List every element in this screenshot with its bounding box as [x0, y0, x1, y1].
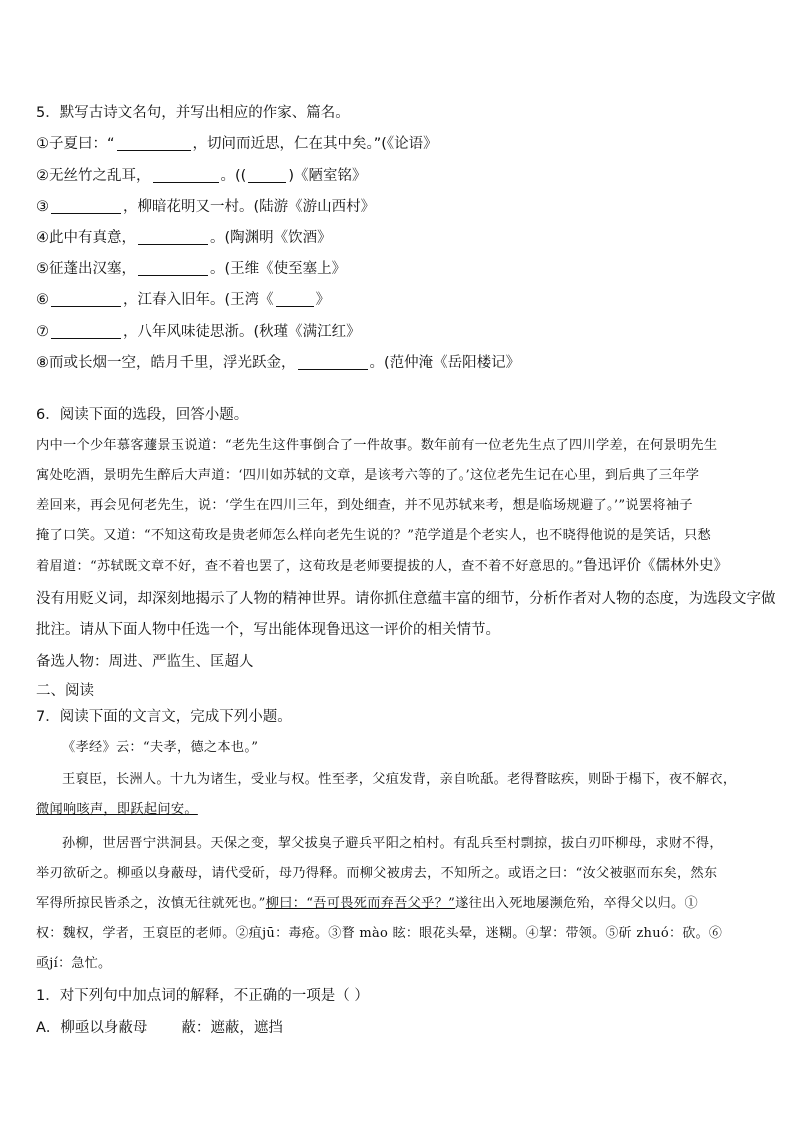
q7-title: 7．阅读下面的文言文，完成下列小题。 — [36, 709, 292, 725]
q7-p2-underlined: 柳曰：“吾可畏死而弃吾父乎？” — [265, 896, 456, 911]
q5-item-6-post: ，江春入旧年。(王湾《 — [123, 292, 274, 308]
q5-title: 5．默写古诗文名句，并写出相应的作家、篇名。 — [36, 105, 350, 121]
q6-title: 6．阅读下面的选段，回答小题。 — [36, 407, 249, 423]
q5-item-5 — [36, 259, 346, 279]
answer-blank[interactable] — [138, 261, 208, 276]
q7-p2-e: 遂往出入死地屡濒危殆，卒得父以归。① — [455, 896, 698, 911]
q5-item-2-tail: )《陋室铭》 — [288, 168, 367, 184]
section-2-heading: 二、阅读 — [36, 683, 94, 699]
q6-passage-line-2: 寓处吃酒，景明先生醉后大声道：‘四川如苏轼的文章，是该考六等的了。’这位老先生记在心里，到后典了三年学 — [36, 468, 700, 483]
q5-item-6 — [36, 290, 330, 310]
q6-passage-last: 着眉道：“苏轼既文章不好，查不着也罢了，这荀玫是老师要提拔的人，查不着不好意思的。” — [36, 559, 583, 574]
q6-passage-line-3: 差回来，再会见何老先生，说：‘学生在四川三年，到处细查，并不见苏轼来考，想是临场规避了。’”说罢将袖子 — [36, 498, 693, 513]
option-a-explanation: 蔽：遮蔽，遮挡 — [181, 1020, 283, 1036]
q5-item-8 — [36, 353, 520, 373]
q7-p2-line-2: 举刃欲斫之。柳亟以身蔽母，请代受斫，母乃得释。而柳父被虏去，不知所之。或语之曰：“汝父被驱而东矣，然东 — [36, 866, 718, 881]
q5-item-6-tail: 》 — [315, 292, 331, 308]
answer-blank[interactable] — [117, 136, 191, 151]
q5-item-5-pre: ⑤征蓬出汉塞， — [36, 261, 136, 277]
q6-question-line-1: 没有用贬义词，却深刻地揭示了人物的精神世界。请你抓住意蕴丰富的细节，分析作者对人物的态度，为选段文字做 — [36, 591, 776, 607]
q6-question-line-2: 批注。请从下面人物中任选一个，写出能体现鲁迅这一评价的相关情节。 — [36, 622, 500, 638]
answer-blank[interactable] — [51, 324, 121, 339]
q7-sub1-question: 1．对下列句中加点词的解释，不正确的一项是（ ） — [36, 988, 369, 1004]
q5-item-3-post: ，柳暗花明又一村。(陆游《游山西村》 — [123, 199, 376, 215]
q7-p2-c: 军得所掠民皆杀之，汝慎无往就死也。” — [36, 896, 266, 911]
q7-option-a[interactable] — [36, 1018, 283, 1038]
q5-item-5-post: 。(王维《使至塞上》 — [210, 261, 347, 277]
q7-p2-line-3 — [36, 894, 698, 914]
answer-blank[interactable] — [248, 168, 286, 183]
q5-item-3-pre: ③ — [36, 199, 49, 215]
q5-item-7-post: ，八年风味徒思浙。(秋瑾《满江红》 — [123, 324, 361, 340]
q7-quote: 《孝经》云：“夫孝，德之本也。” — [62, 740, 259, 755]
q5-item-4-pre: ④此中有真意， — [36, 230, 136, 246]
q6-question-tail: 鲁迅评价《儒林外史》 — [582, 558, 728, 574]
q6-passage-line-4: 掩了口笑。又道：“不知这荀玫是贵老师怎么样向老先生说的？”范学道是个老实人，也不晓得他说的是笑话，只愁 — [36, 528, 711, 543]
q5-item-8-post: 。(范仲淹《岳阳楼记》 — [369, 355, 521, 371]
q5-item-7 — [36, 322, 361, 342]
q5-item-2 — [36, 166, 367, 186]
q7-p2-line-1: 孙柳，世居晋宁洪洞县。天保之变，挈父拔臭子避兵平阳之柏村。有乱兵至村剽掠，拔白刃吓柳母，求财不得， — [62, 836, 723, 851]
answer-blank[interactable] — [276, 292, 314, 307]
q5-item-6-pre: ⑥ — [36, 292, 49, 308]
q5-item-4 — [36, 228, 332, 248]
q7-p1-line-1: 王裒臣，长洲人。十九为诸生，受业与权。性至孝，父疽发背，亲自吮舐。老得瞀眩疾，则卧于榻下，夜不解衣， — [62, 772, 737, 787]
q5-item-2-post: 。(( — [220, 168, 247, 184]
q5-item-8-pre: ⑧而或长烟一空，皓月千里，浮光跃金， — [36, 355, 296, 371]
q6-candidates: 备选人物：周进、严监生、匡超人 — [36, 654, 254, 670]
answer-blank[interactable] — [51, 292, 121, 307]
answer-blank[interactable] — [51, 199, 121, 214]
q5-item-4-post: 。(陶渊明《饮酒》 — [210, 230, 332, 246]
q5-item-3 — [36, 197, 375, 217]
option-a-sentence: A．柳亟以身蔽母 — [36, 1020, 148, 1036]
q6-passage-line-1: 内中一个少年慕客蘧景玉说道：“老先生这件事倒合了一件故事。数年前有一位老先生点了四川学差，在何景明先生 — [36, 438, 718, 453]
q7-notes-line-1: 权：魏权，学者，王裒臣的老师。②疽jū：毒疮。③瞀 mào 眩：眼花头晕，迷糊。④挈：带领。⑤斫 zhuó：砍。⑥ — [36, 926, 723, 941]
answer-blank[interactable] — [298, 355, 368, 370]
q6-passage-line-5 — [36, 556, 728, 577]
q5-item-1 — [36, 134, 438, 154]
q5-item-2-pre: ②无丝竹之乱耳， — [36, 168, 151, 184]
q7-notes-line-2: 亟jí：急忙。 — [36, 956, 112, 971]
q5-item-7-pre: ⑦ — [36, 324, 49, 340]
q7-p1-line-2: 微闻响咳声，即跃起问安。 — [36, 802, 198, 817]
q5-item-1-post: ，切问而近思，仁在其中矣。”(《论语》 — [192, 136, 438, 152]
answer-blank[interactable] — [138, 230, 208, 245]
answer-blank[interactable] — [153, 168, 219, 183]
q5-item-1-pre: ①子夏曰：“ — [36, 136, 115, 152]
